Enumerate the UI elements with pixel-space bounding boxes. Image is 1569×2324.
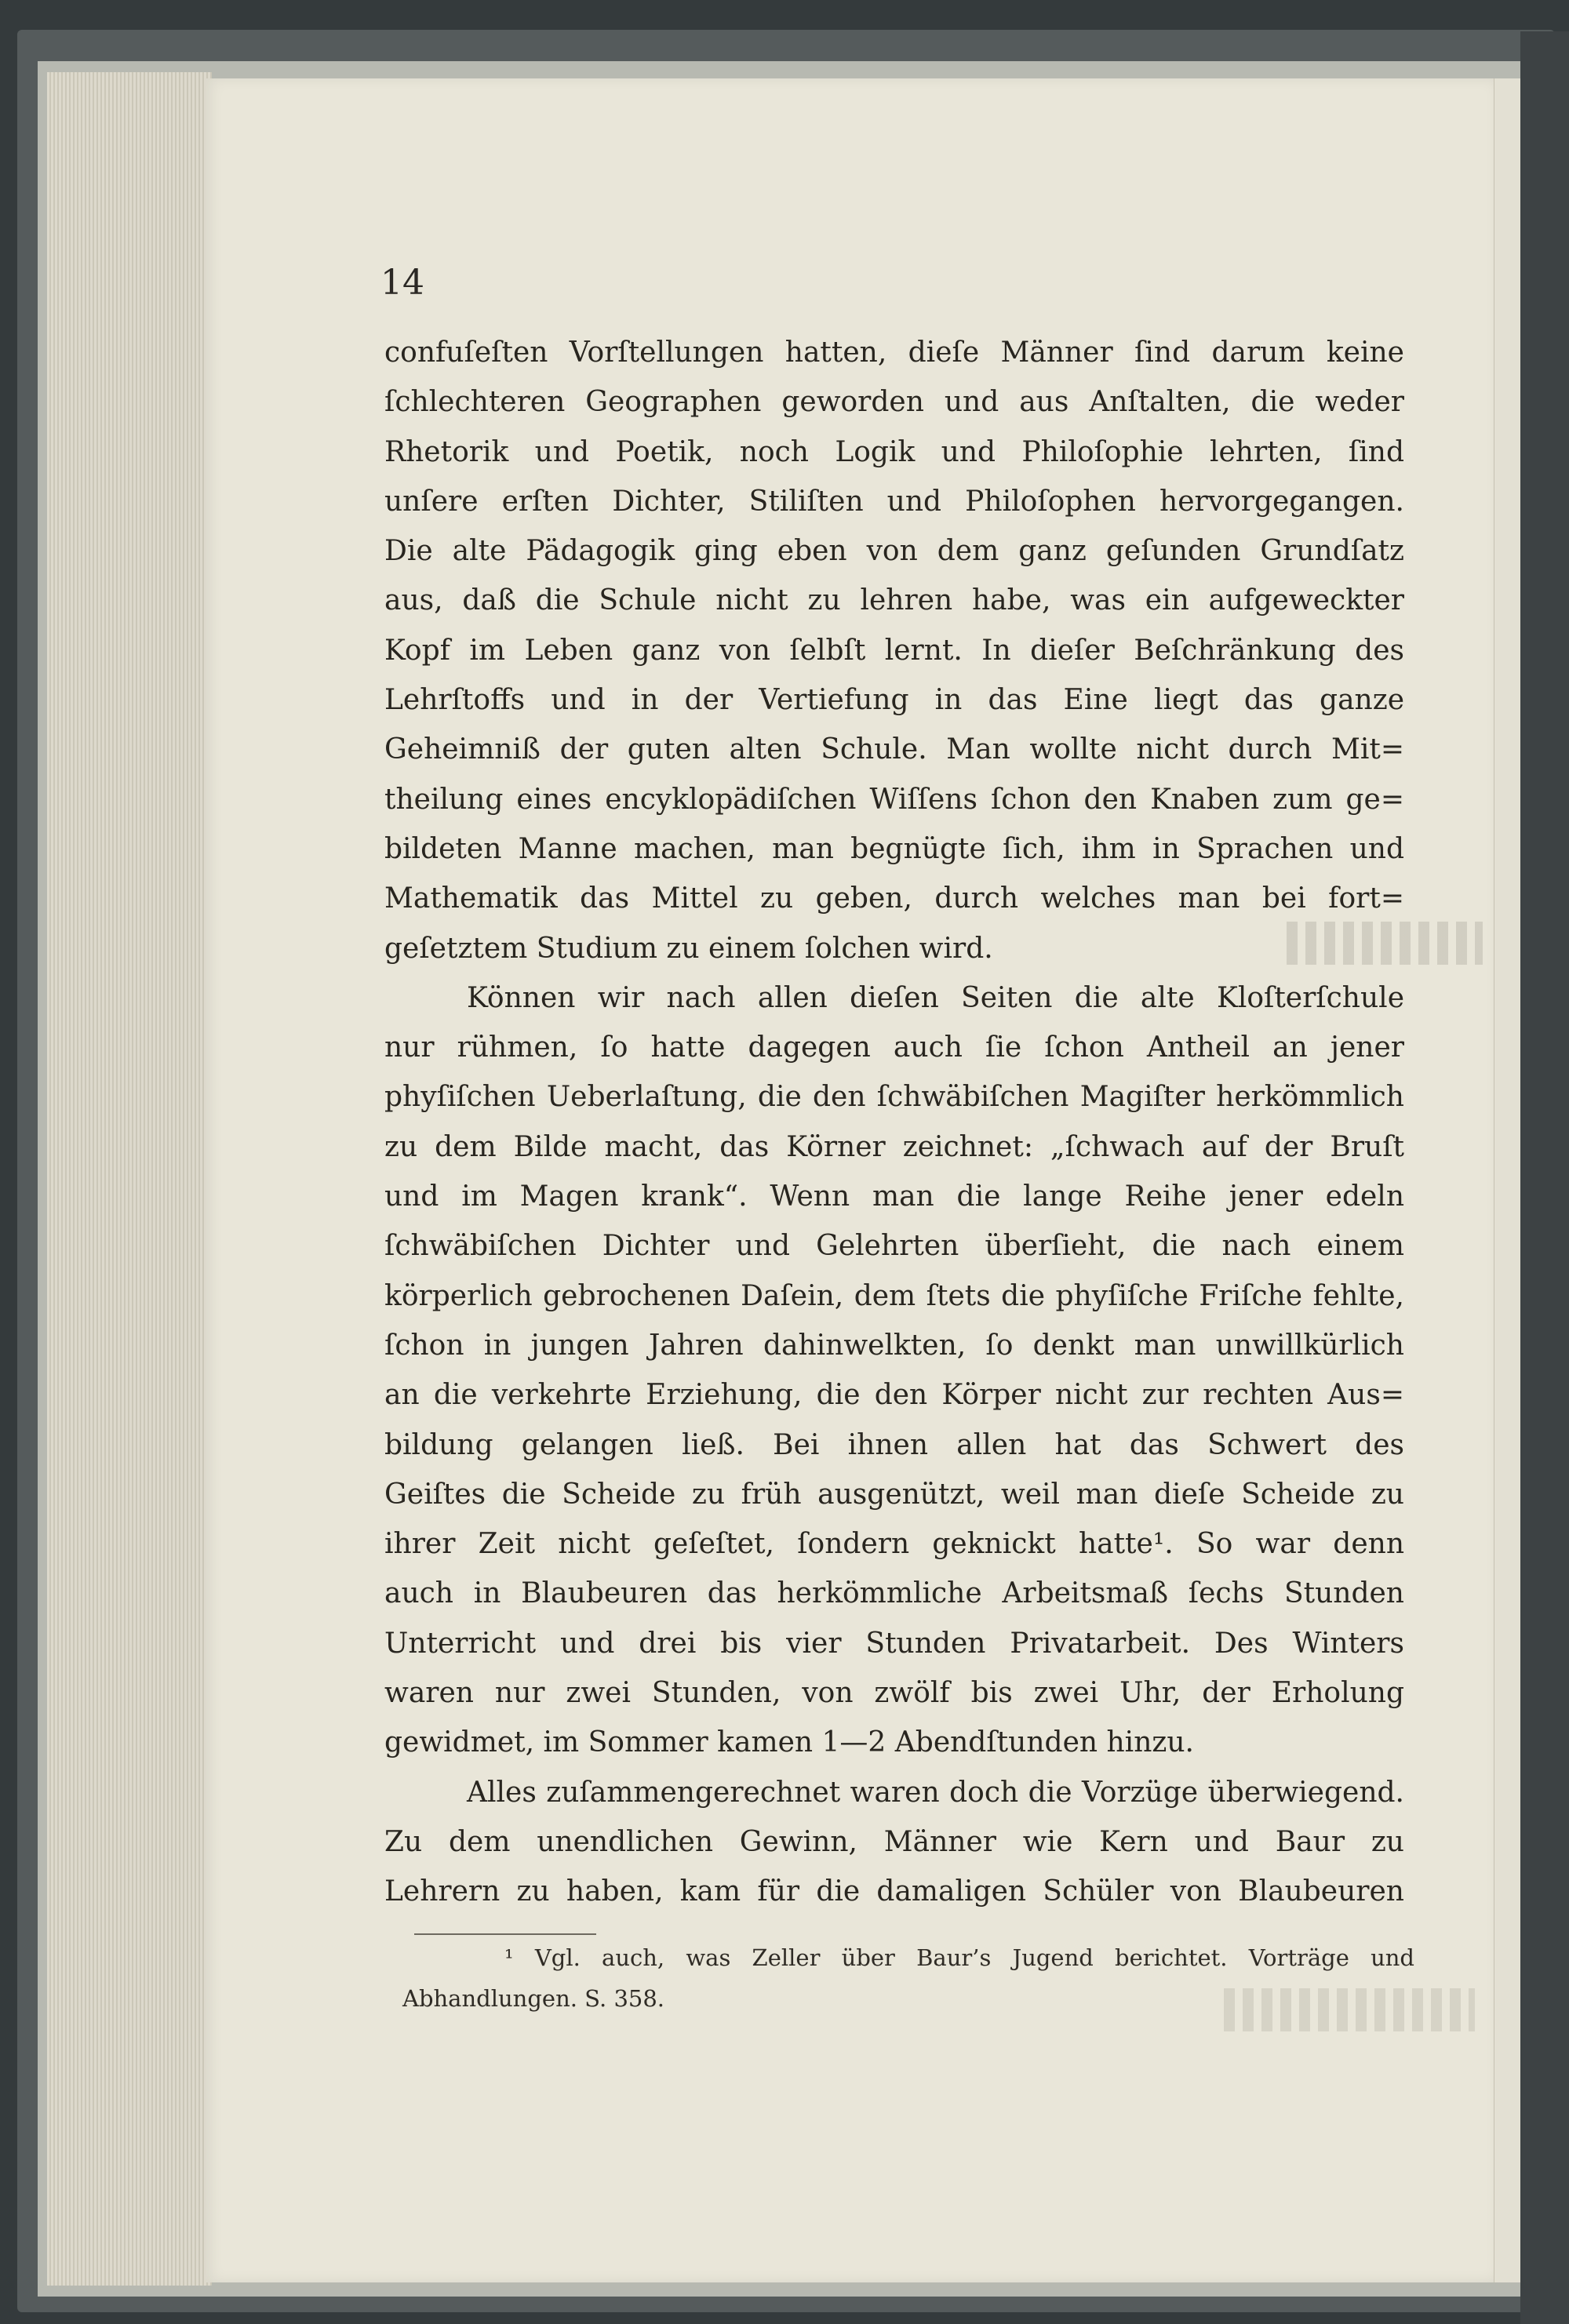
text-line: aus, daß die Schule nicht zu lehren habe, was ein aufgeweckter	[384, 584, 1404, 617]
text-line: Lehrern zu haben, kam für die damaligen Schüler von Blaubeuren	[384, 1875, 1404, 1908]
page-stack-edge	[47, 72, 212, 2286]
text-line: nur rühmen, ſo hatte dagegen auch ſie ſchon Antheil an jener	[384, 1031, 1404, 1064]
text-line: körperlich gebrochenen Daſein, dem ſtets die phyſiſche Friſche fehlte,	[384, 1279, 1404, 1312]
facing-page-edge	[1494, 78, 1521, 2282]
text-line: confuſeſten Vorſtellungen hatten, dieſe Männer ſind darum keine	[384, 336, 1404, 369]
text-line: Die alte Pädagogik ging eben von dem ganz geſunden Grundſatz	[384, 535, 1404, 568]
body-text	[384, 328, 1404, 1917]
paragraph	[384, 1768, 1404, 1917]
text-line: zu dem Bilde macht, das Körner zeichnet: „ſchwach auf der Bruſt	[384, 1130, 1404, 1163]
footnote-rule	[414, 1933, 596, 1935]
text-line: und im Magen krank“. Wenn man die lange Reihe jener edeln	[384, 1180, 1404, 1213]
text-line: gewidmet, im Sommer kamen 1—2 Abendſtunden hinzu.	[384, 1726, 1194, 1759]
text-line: an die verkehrte Erziehung, die den Körper nicht zur rechten Aus=	[384, 1379, 1404, 1412]
text-line: bildung gelangen ließ. Bei ihnen allen hat das Schwert des	[384, 1428, 1404, 1461]
footnote-line: ¹ Vgl. auch, was Zeller über Baur’s Jugend berichtet. Vorträge und	[504, 1944, 1414, 1971]
text-line: waren nur zwei Stunden, von zwölf bis zwei Uhr, der Erholung	[384, 1677, 1404, 1710]
text-line: auch in Blaubeuren das herkömmliche Arbeitsmaß ſechs Stunden	[384, 1577, 1404, 1610]
text-line: Können wir nach allen dieſen Seiten die alte Kloſterſchule	[467, 981, 1404, 1014]
paragraph	[384, 328, 1404, 973]
text-line: Unterricht und drei bis vier Stunden Privatarbeit. Des Winters	[384, 1627, 1404, 1660]
page-number: 14	[380, 263, 424, 303]
text-line: unſere erſten Dichter, Stiliſten und Philoſophen hervorgegangen.	[384, 485, 1404, 518]
text-line: Mathematik das Mittel zu geben, durch welches man bei fort=	[384, 882, 1404, 915]
text-line: phyſiſchen Ueberlaſtung, die den ſchwäbiſchen Magiſter herkömmlich	[384, 1081, 1404, 1114]
text-line: Kopf im Leben ganz von ſelbſt lernt. In dieſer Beſchränkung des	[384, 634, 1404, 667]
text-line: Geheimniß der guten alten Schule. Man wollte nicht durch Mit=	[384, 733, 1404, 766]
text-line: ihrer Zeit nicht geſeſtet, ſondern geknickt hatte¹. So war denn	[384, 1528, 1404, 1561]
footnote	[402, 1937, 1414, 2019]
text-line: ſchwäbiſchen Dichter und Gelehrten überſieht, die nach einem	[384, 1230, 1404, 1263]
cover-edge	[1520, 31, 1569, 2324]
text-line: geſetztem Studium zu einem ſolchen wird.	[384, 932, 993, 965]
text-line: Lehrſtoffs und in der Vertiefung in das Eine liegt das ganze	[384, 684, 1404, 717]
text-line: theilung eines encyklopädiſchen Wiſſens ſchon den Knaben zum ge=	[384, 783, 1404, 816]
text-line: Alles zuſammengerechnet waren doch die Vorzüge überwiegend.	[467, 1776, 1404, 1809]
text-line: bildeten Manne machen, man begnügte ſich, ihm in Sprachen und	[384, 832, 1404, 865]
text-line: Zu dem unendlichen Gewinn, Männer wie Kern und Baur zu	[384, 1825, 1404, 1858]
text-line: Rhetorik und Poetik, noch Logik und Philoſophie lehrten, ſind	[384, 435, 1404, 468]
paragraph	[384, 973, 1404, 1768]
text-line: ſchlechteren Geographen geworden und aus Anſtalten, die weder	[384, 386, 1404, 419]
text-line: Geiſtes die Scheide zu früh ausgenützt, weil man dieſe Scheide zu	[384, 1478, 1404, 1511]
text-line: ſchon in jungen Jahren dahinwelkten, ſo denkt man unwillkürlich	[384, 1329, 1404, 1362]
footnote-line: Abhandlungen. S. 358.	[402, 1985, 665, 2012]
